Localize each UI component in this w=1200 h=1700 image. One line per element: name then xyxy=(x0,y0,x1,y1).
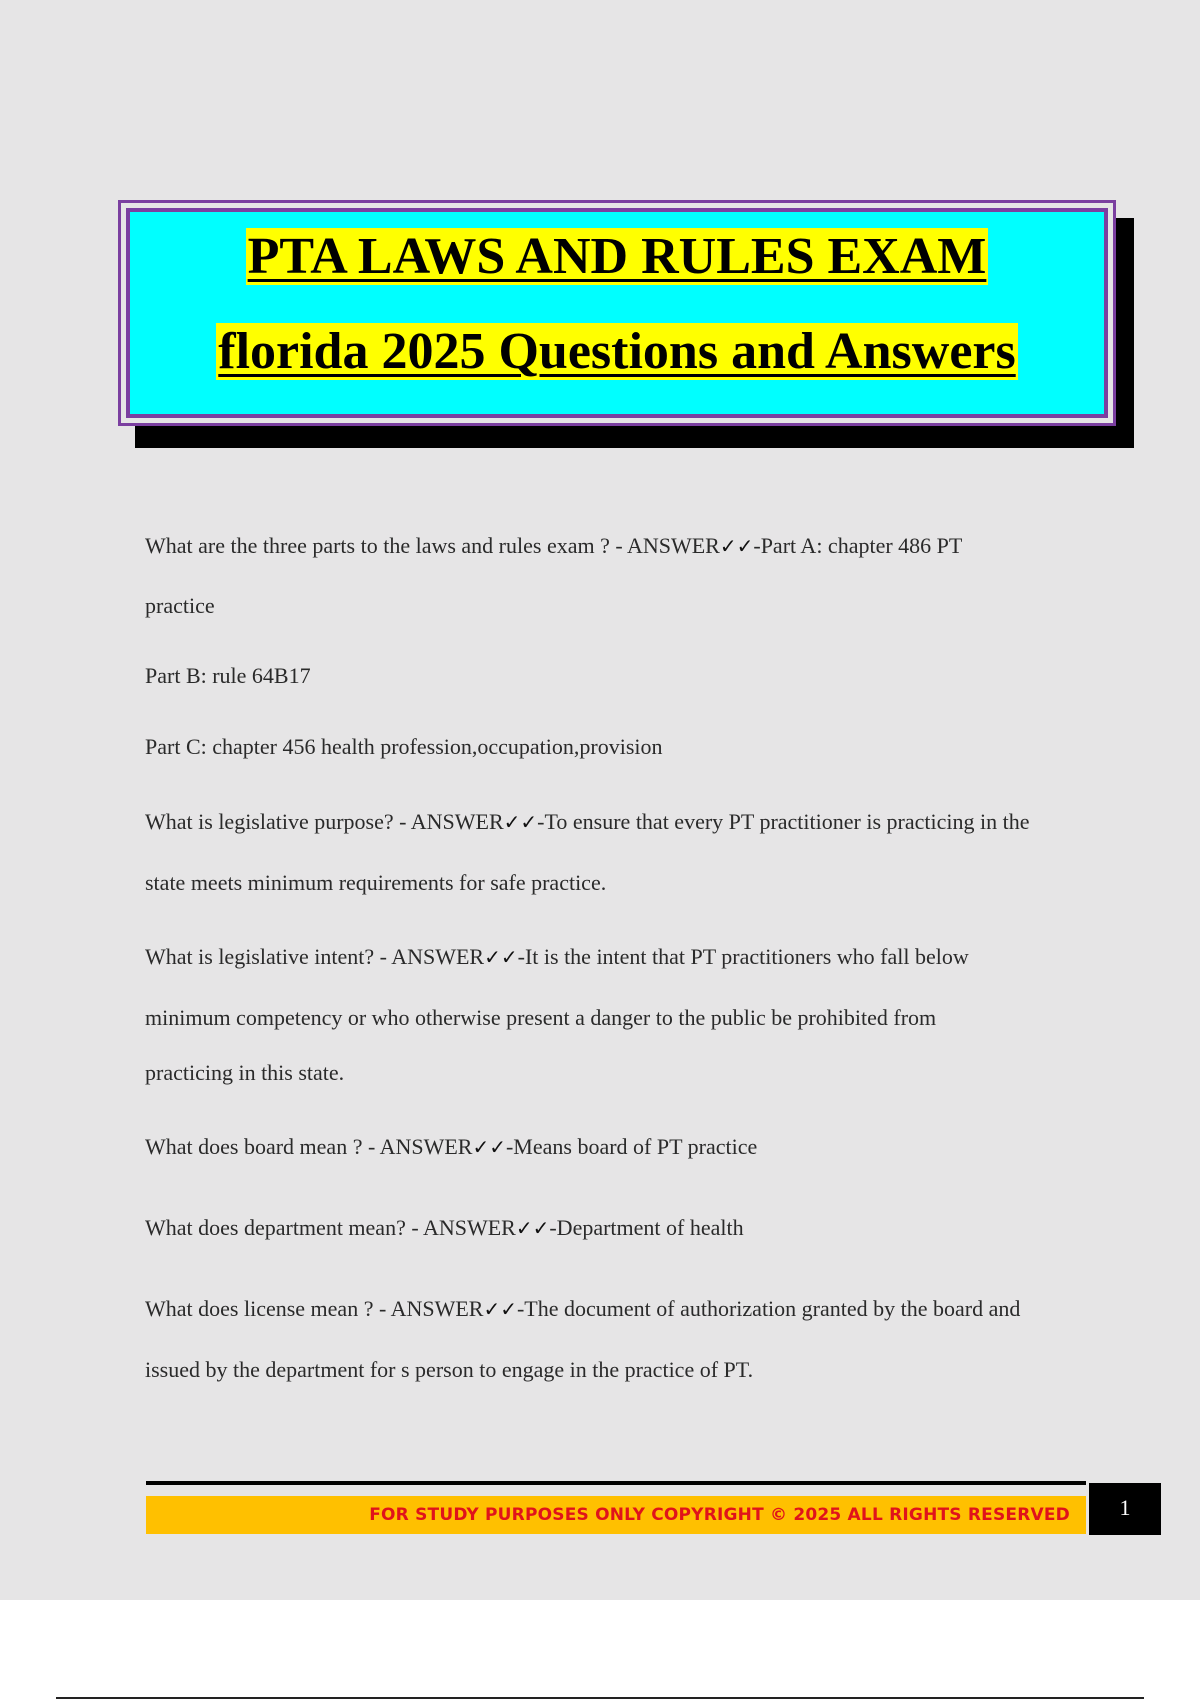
question-text: What is legislative purpose? - ANSWER xyxy=(145,809,504,834)
question-text: What is legislative intent? - ANSWER xyxy=(145,944,485,969)
qa-item-6-line-1 xyxy=(145,1279,1095,1339)
part-c-line: Part C: chapter 456 health profession,occupation,provision xyxy=(145,734,663,759)
answer-text: -Part A: chapter 486 PT xyxy=(753,533,963,558)
part-b-line: Part B: rule 64B17 xyxy=(145,663,311,688)
question-text: What does license mean ? - ANSWER xyxy=(145,1296,484,1321)
footer-bar xyxy=(146,1496,1086,1534)
qa-item-3-line-1 xyxy=(145,927,1095,987)
answer-text: -Means board of PT practice xyxy=(505,1134,758,1159)
qa-item-6-line-2: issued by the department for s person to engage in the practice of PT. xyxy=(145,1357,754,1382)
qa-item-3-line-2: minimum competency or who otherwise present a danger to the public be prohibited from xyxy=(145,1005,937,1030)
question-text: What does department mean? - ANSWER xyxy=(145,1215,516,1240)
answer-text: -It is the intent that PT practitioners who fall below xyxy=(517,944,969,969)
check-icon: ✓✓ xyxy=(484,945,518,969)
question-text: What are the three parts to the laws and rules exam ? - ANSWER xyxy=(145,533,720,558)
answer-text: -Department of health xyxy=(549,1215,744,1240)
qa-item-4-line-1 xyxy=(145,1117,1095,1177)
answer-text: -To ensure that every PT practitioner is practicing in the xyxy=(537,809,1030,834)
title-line-1 xyxy=(130,227,1104,287)
qa-item-5-line-1 xyxy=(145,1198,1095,1258)
title-line-2-text: florida 2025 Questions and Answers xyxy=(218,323,1016,380)
title-line-2 xyxy=(130,322,1104,382)
check-icon: ✓✓ xyxy=(483,1297,517,1321)
qa-item-2-line-1 xyxy=(145,792,1095,852)
title-banner-inner xyxy=(126,208,1108,418)
bottom-divider xyxy=(56,1697,1144,1699)
check-icon: ✓✓ xyxy=(472,1135,506,1159)
qa-item-1-line-2: practice xyxy=(145,593,215,618)
check-icon: ✓✓ xyxy=(515,1216,550,1240)
title-banner xyxy=(118,200,1116,426)
qa-item-2-line-2: state meets minimum requirements for safe practice. xyxy=(145,870,607,895)
qa-item-3-line-3: practicing in this state. xyxy=(145,1060,345,1085)
page-number: 1 xyxy=(1089,1483,1161,1535)
title-line-1-text: PTA LAWS AND RULES EXAM xyxy=(247,228,987,285)
footer-copyright: FOR STUDY PURPOSES ONLY COPYRIGHT © 2025 ALL RIGHTS RESERVED xyxy=(369,1505,1070,1525)
check-icon: ✓✓ xyxy=(503,810,538,834)
footer-rule xyxy=(146,1481,1086,1485)
check-icon: ✓✓ xyxy=(719,534,754,558)
qa-item-1-line-1 xyxy=(145,516,1095,576)
answer-text: -The document of authorization granted by the board and xyxy=(516,1296,1021,1321)
question-text: What does board mean ? - ANSWER xyxy=(145,1134,473,1159)
